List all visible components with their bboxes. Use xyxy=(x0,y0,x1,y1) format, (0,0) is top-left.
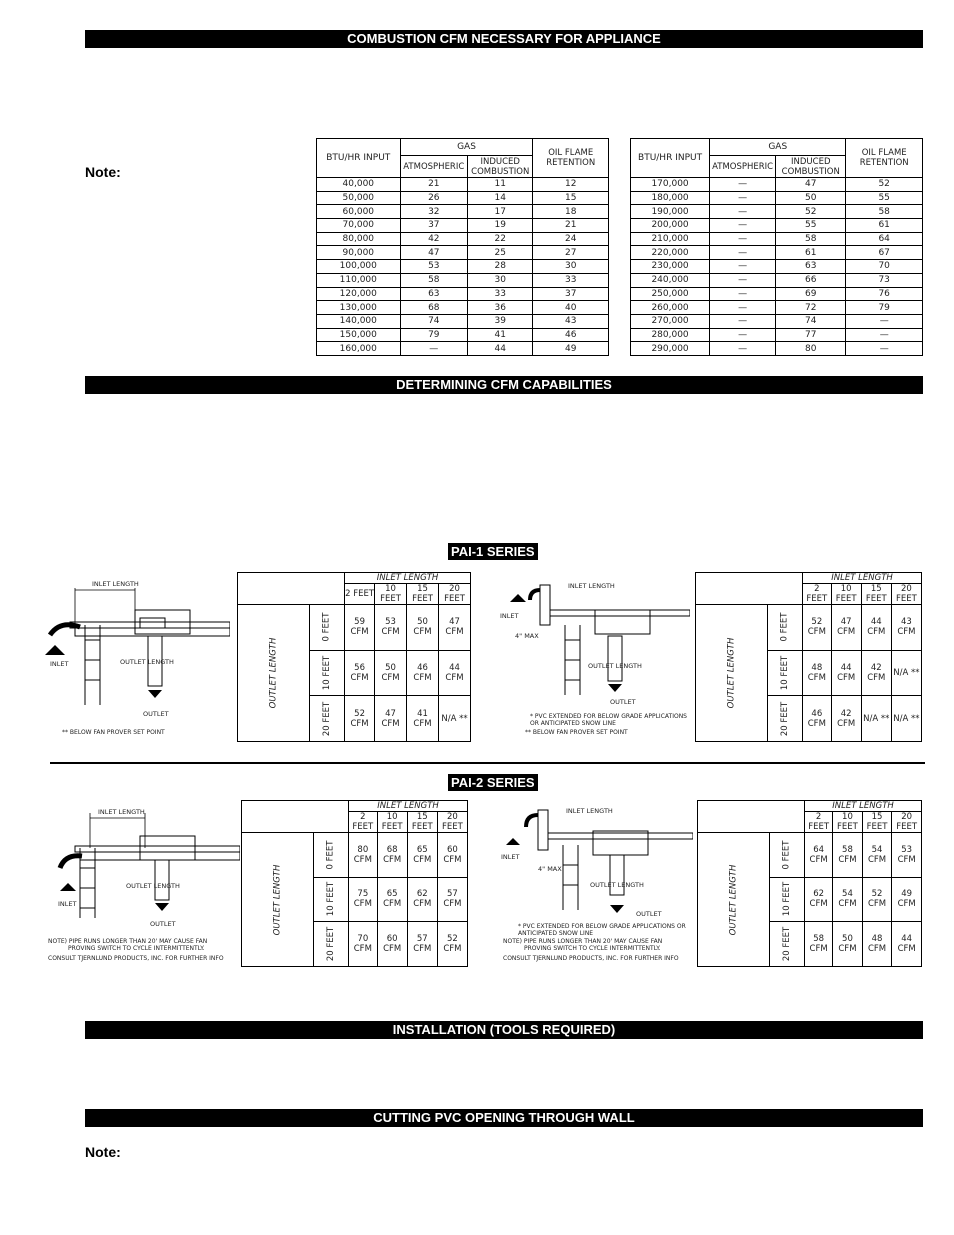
table-row xyxy=(317,287,609,301)
table-cell: 120,000 xyxy=(317,287,401,301)
column-header: 2 FEET xyxy=(805,812,833,833)
table-row xyxy=(698,833,922,878)
table-cell: 74 xyxy=(400,314,467,328)
cfm-cell: N/A ** xyxy=(891,650,921,696)
pai1-right-diagram xyxy=(500,580,690,720)
table-cell: 52 xyxy=(846,178,923,192)
table-cell: 22 xyxy=(468,232,533,246)
cfm-cell: 44 CFM xyxy=(831,650,861,696)
table-cell: 67 xyxy=(846,246,923,260)
cfm-cell: 47 CFM xyxy=(439,605,471,651)
cfm-cell: 52 CFM xyxy=(803,605,832,651)
table-cell: 260,000 xyxy=(631,301,710,315)
table-cell: 47 xyxy=(400,246,467,260)
diagram-label-outlet-length: OUTLET LENGTH xyxy=(126,882,180,890)
cfm-cell: N/A ** xyxy=(439,696,471,742)
table-row xyxy=(317,260,609,274)
column-header: 20 FEET xyxy=(891,584,921,605)
diagram-label-inlet: INLET xyxy=(50,660,69,668)
table-cell: 61 xyxy=(776,246,846,260)
cfm-table-pai2-right xyxy=(697,800,922,967)
pipe-note-line3: CONSULT TJERNLUND PRODUCTS, INC. FOR FURTHER INFO xyxy=(503,955,679,962)
induced-header: INDUCED COMBUSTION xyxy=(468,156,533,178)
table-row xyxy=(317,328,609,342)
row-header xyxy=(769,833,804,878)
outlet-length-header xyxy=(696,605,768,742)
cfm-cell: 44 CFM xyxy=(439,650,471,696)
pai1-left-diagram xyxy=(40,580,230,720)
btu-header: BTU/HR INPUT xyxy=(631,139,710,178)
gas-header: GAS xyxy=(710,139,846,156)
note-label: Note: xyxy=(85,164,121,180)
table-header-row xyxy=(238,573,471,584)
table-cell: 37 xyxy=(400,219,467,233)
table-cell: — xyxy=(710,178,776,192)
column-header: 15 FEET xyxy=(861,584,891,605)
table-row xyxy=(631,219,923,233)
table-cell: 37 xyxy=(533,287,609,301)
table-cell: 290,000 xyxy=(631,342,710,356)
cfm-cell: 46 CFM xyxy=(407,650,439,696)
table-cell: 66 xyxy=(776,273,846,287)
table-cell: — xyxy=(400,342,467,356)
table-cell: 40 xyxy=(533,301,609,315)
table-cell: 27 xyxy=(533,246,609,260)
table-cell: 21 xyxy=(533,219,609,233)
table-cell: 80,000 xyxy=(317,232,401,246)
diagram-label-inlet: INLET xyxy=(500,612,519,620)
cfm-cell: 58 CFM xyxy=(805,922,833,967)
cfm-cell: 60 CFM xyxy=(377,922,407,967)
table-cell: 36 xyxy=(468,301,533,315)
atmospheric-header: ATMOSPHERIC xyxy=(710,156,776,178)
column-header: 10 FEET xyxy=(833,812,863,833)
row-header-label: 0 FEET xyxy=(781,840,792,870)
table-row xyxy=(631,342,923,356)
table-row xyxy=(317,246,609,260)
table-cell: 50,000 xyxy=(317,191,401,205)
cfm-cell: 52 CFM xyxy=(862,877,892,922)
inlet-length-header: INLET LENGTH xyxy=(805,801,922,812)
cfm-cell: 53 CFM xyxy=(375,605,407,651)
row-header xyxy=(767,605,802,651)
row-header xyxy=(313,833,348,878)
table-cell: 58 xyxy=(400,273,467,287)
table-cell: — xyxy=(846,328,923,342)
table-cell: 60,000 xyxy=(317,205,401,219)
cfm-cell: 44 CFM xyxy=(861,605,891,651)
table-cell: — xyxy=(710,342,776,356)
table-cell: — xyxy=(710,205,776,219)
diagram-label-max: 4" MAX xyxy=(515,632,539,640)
column-header: 2 FEET xyxy=(803,584,832,605)
table-cell: — xyxy=(710,314,776,328)
outlet-length-label: OUTLET LENGTH xyxy=(272,864,283,935)
pipe-note-line1: NOTE) PIPE RUNS LONGER THAN 20' MAY CAUSE FAN xyxy=(503,938,663,945)
table-cell: 28 xyxy=(468,260,533,274)
row-header-label: 20 FEET xyxy=(325,926,336,962)
cfm-table-pai1-right xyxy=(695,572,922,742)
table-row xyxy=(631,273,923,287)
cfm-cell: 65 CFM xyxy=(407,833,437,878)
table-cell: 68 xyxy=(400,301,467,315)
column-header: 2 FEET xyxy=(345,584,375,605)
table-cell: — xyxy=(846,314,923,328)
cfm-cell: 43 CFM xyxy=(891,605,921,651)
diagram-label-inlet: INLET xyxy=(501,853,520,861)
cfm-cell: 54 CFM xyxy=(833,877,863,922)
table-cell: 100,000 xyxy=(317,260,401,274)
table-cell: 140,000 xyxy=(317,314,401,328)
table-corner xyxy=(696,573,803,605)
cfm-cell: 49 CFM xyxy=(892,877,922,922)
cfm-cell: 52 CFM xyxy=(437,922,467,967)
section-header-capabilities: DETERMINING CFM CAPABILITIES xyxy=(85,376,923,394)
table-row xyxy=(631,287,923,301)
cfm-cell: 50 CFM xyxy=(375,650,407,696)
cfm-cell: 50 CFM xyxy=(407,605,439,651)
cfm-cell: 57 CFM xyxy=(437,877,467,922)
diagram-label-inlet-length: INLET LENGTH xyxy=(98,808,145,816)
table-cell: 15 xyxy=(533,191,609,205)
table-row xyxy=(631,246,923,260)
row-header-label: 20 FEET xyxy=(321,701,332,736)
table-cell: 73 xyxy=(846,273,923,287)
table-cell: 220,000 xyxy=(631,246,710,260)
diagram-note-pvc: * PVC EXTENDED FOR BELOW GRADE APPLICATIONS OR ANTICIPATED SNOW LINE xyxy=(518,923,686,937)
section-header-installation: INSTALLATION (TOOLS REQUIRED) xyxy=(85,1021,923,1039)
cfm-cell: 48 CFM xyxy=(803,650,832,696)
oil-header: OIL FLAME RETENTION xyxy=(846,139,923,178)
column-header: 10 FEET xyxy=(831,584,861,605)
table-cell: 52 xyxy=(776,205,846,219)
cfm-cell: 62 CFM xyxy=(407,877,437,922)
table-row xyxy=(631,232,923,246)
column-header: 2 FEET xyxy=(349,812,378,833)
table-corner xyxy=(238,573,345,605)
table-cell: 26 xyxy=(400,191,467,205)
diagram-label-outlet: OUTLET xyxy=(636,910,662,918)
diagram-label-inlet: INLET xyxy=(58,900,77,908)
row-header-label: 10 FEET xyxy=(781,882,792,917)
series-label-pai2: PAI-2 SERIES xyxy=(448,774,538,791)
cfm-cell: 75 CFM xyxy=(349,877,378,922)
table-row xyxy=(317,205,609,219)
cfm-cell: N/A ** xyxy=(861,696,891,742)
cfm-cell: 58 CFM xyxy=(833,833,863,878)
table-cell: 80 xyxy=(776,342,846,356)
cfm-cell: 80 CFM xyxy=(349,833,378,878)
diagram-label-inlet-length: INLET LENGTH xyxy=(568,582,615,590)
cfm-cell: 56 CFM xyxy=(345,650,375,696)
diagram-note-below-fan: ** BELOW FAN PROVER SET POINT xyxy=(62,729,165,736)
cfm-cell: N/A ** xyxy=(891,696,921,742)
table-row xyxy=(631,314,923,328)
column-header: 20 FEET xyxy=(437,812,467,833)
cfm-cell: 42 CFM xyxy=(831,696,861,742)
oil-header: OIL FLAME RETENTION xyxy=(533,139,609,178)
section-header-combustion: COMBUSTION CFM NECESSARY FOR APPLIANCE xyxy=(85,30,923,48)
row-header-label: 10 FEET xyxy=(321,655,332,691)
table-cell: 53 xyxy=(400,260,467,274)
table-cell: 63 xyxy=(400,287,467,301)
table-row xyxy=(317,342,609,356)
table-cell: — xyxy=(710,191,776,205)
table-cell: 70 xyxy=(846,260,923,274)
table-cell: 40,000 xyxy=(317,178,401,192)
table-cell: — xyxy=(710,287,776,301)
diagram-note-below-fan: ** BELOW FAN PROVER SET POINT xyxy=(525,729,628,736)
outlet-length-label: OUTLET LENGTH xyxy=(728,864,739,935)
outlet-length-header xyxy=(238,605,310,742)
table-cell: — xyxy=(710,232,776,246)
table-cell: 46 xyxy=(533,328,609,342)
diagram-label-outlet: OUTLET xyxy=(610,698,636,706)
table-cell: 58 xyxy=(846,205,923,219)
cfm-cell: 53 CFM xyxy=(892,833,922,878)
table-cell: 44 xyxy=(468,342,533,356)
table-cell: 72 xyxy=(776,301,846,315)
table-cell: — xyxy=(710,219,776,233)
table-cell: 130,000 xyxy=(317,301,401,315)
cfm-cell: 60 CFM xyxy=(437,833,467,878)
btu-table-left xyxy=(316,138,609,356)
table-row xyxy=(631,178,923,192)
column-header: 15 FEET xyxy=(862,812,892,833)
section-divider xyxy=(50,762,925,764)
diagram-label-outlet: OUTLET xyxy=(143,710,169,718)
diagram-label-outlet-length: OUTLET LENGTH xyxy=(120,658,174,666)
table-cell: 55 xyxy=(776,219,846,233)
table-cell: — xyxy=(710,301,776,315)
table-cell: 110,000 xyxy=(317,273,401,287)
cfm-cell: 44 CFM xyxy=(892,922,922,967)
inlet-length-header: INLET LENGTH xyxy=(345,573,471,584)
cfm-cell: 57 CFM xyxy=(407,922,437,967)
table-cell: 79 xyxy=(846,301,923,315)
table-cell: 63 xyxy=(776,260,846,274)
table-row xyxy=(238,605,471,651)
table-cell: 33 xyxy=(468,287,533,301)
btu-table-right xyxy=(630,138,923,356)
table-cell: 230,000 xyxy=(631,260,710,274)
cfm-cell: 65 CFM xyxy=(377,877,407,922)
diagram-label-outlet-length: OUTLET LENGTH xyxy=(588,662,642,670)
table-cell: 61 xyxy=(846,219,923,233)
table-cell: 30 xyxy=(533,260,609,274)
cfm-table-pai1-left xyxy=(237,572,471,742)
atmospheric-header: ATMOSPHERIC xyxy=(400,156,467,178)
note-label: Note: xyxy=(85,1144,121,1160)
table-cell: 18 xyxy=(533,205,609,219)
table-cell: 160,000 xyxy=(317,342,401,356)
induced-header: INDUCED COMBUSTION xyxy=(776,156,846,178)
cfm-cell: 42 CFM xyxy=(861,650,891,696)
table-row xyxy=(317,219,609,233)
cfm-cell: 41 CFM xyxy=(407,696,439,742)
cfm-cell: 47 CFM xyxy=(831,605,861,651)
table-cell: 76 xyxy=(846,287,923,301)
cfm-cell: 59 CFM xyxy=(345,605,375,651)
outlet-length-label: OUTLET LENGTH xyxy=(726,637,737,709)
cfm-cell: 52 CFM xyxy=(345,696,375,742)
table-row xyxy=(631,205,923,219)
row-header xyxy=(309,696,344,742)
cfm-cell: 46 CFM xyxy=(803,696,832,742)
table-cell: — xyxy=(846,342,923,356)
table-cell: 270,000 xyxy=(631,314,710,328)
pipe-note-line1: NOTE) PIPE RUNS LONGER THAN 20' MAY CAUSE FAN xyxy=(48,938,208,945)
table-cell: 210,000 xyxy=(631,232,710,246)
section-header-cutting: CUTTING PVC OPENING THROUGH WALL xyxy=(85,1109,923,1127)
table-cell: 39 xyxy=(468,314,533,328)
row-header xyxy=(313,877,348,922)
row-header xyxy=(309,650,344,696)
pai2-left-diagram xyxy=(50,808,240,928)
table-header-row xyxy=(698,801,922,812)
column-header: 10 FEET xyxy=(375,584,407,605)
cfm-cell: 68 CFM xyxy=(377,833,407,878)
table-cell: 33 xyxy=(533,273,609,287)
pai2-right-diagram xyxy=(498,805,693,920)
row-header xyxy=(767,696,802,742)
column-header: 10 FEET xyxy=(377,812,407,833)
diagram-label-inlet-length: INLET LENGTH xyxy=(566,807,613,815)
table-corner xyxy=(698,801,805,833)
table-cell: 42 xyxy=(400,232,467,246)
column-header: 15 FEET xyxy=(407,584,439,605)
table-row xyxy=(317,191,609,205)
cfm-cell: 47 CFM xyxy=(375,696,407,742)
table-cell: 190,000 xyxy=(631,205,710,219)
pipe-note-line3: CONSULT TJERNLUND PRODUCTS, INC. FOR FURTHER INFO xyxy=(48,955,224,962)
table-cell: 180,000 xyxy=(631,191,710,205)
table-cell: 79 xyxy=(400,328,467,342)
table-cell: 58 xyxy=(776,232,846,246)
outlet-length-label: OUTLET LENGTH xyxy=(268,637,279,709)
inlet-length-header: INLET LENGTH xyxy=(803,573,922,584)
row-header-label: 0 FEET xyxy=(325,840,336,870)
table-cell: 30 xyxy=(468,273,533,287)
table-row xyxy=(317,301,609,315)
table-cell: 77 xyxy=(776,328,846,342)
table-cell: 55 xyxy=(846,191,923,205)
table-cell: — xyxy=(710,273,776,287)
table-cell: 64 xyxy=(846,232,923,246)
row-header-label: 20 FEET xyxy=(781,926,792,962)
row-header xyxy=(309,605,344,651)
table-cell: 11 xyxy=(468,178,533,192)
row-header xyxy=(769,877,804,922)
diagram-label-outlet-length: OUTLET LENGTH xyxy=(590,881,644,889)
outlet-length-header xyxy=(698,833,770,967)
cfm-cell: 54 CFM xyxy=(862,833,892,878)
table-cell: — xyxy=(710,328,776,342)
table-cell: 69 xyxy=(776,287,846,301)
table-row xyxy=(317,273,609,287)
table-cell: 21 xyxy=(400,178,467,192)
table-cell: 150,000 xyxy=(317,328,401,342)
series-label-pai1: PAI-1 SERIES xyxy=(448,543,538,560)
table-row xyxy=(631,301,923,315)
table-header-row xyxy=(696,573,922,584)
table-cell: 41 xyxy=(468,328,533,342)
table-cell: — xyxy=(710,246,776,260)
pipe-note-line2: PROVING SWITCH TO CYCLE INTERMITTENTLY. xyxy=(68,945,205,952)
diagram-label-outlet: OUTLET xyxy=(150,920,176,928)
row-header-label: 0 FEET xyxy=(321,612,332,642)
pipe-note-line2: PROVING SWITCH TO CYCLE INTERMITTENTLY. xyxy=(524,945,661,952)
inlet-length-header: INLET LENGTH xyxy=(349,801,468,812)
table-cell: 74 xyxy=(776,314,846,328)
table-header-row xyxy=(242,801,468,812)
table-cell: 14 xyxy=(468,191,533,205)
table-row xyxy=(631,260,923,274)
table-cell: 43 xyxy=(533,314,609,328)
row-header-label: 10 FEET xyxy=(325,882,336,917)
table-cell: 280,000 xyxy=(631,328,710,342)
table-row xyxy=(696,605,922,651)
cfm-table-pai2-left xyxy=(241,800,468,967)
diagram-label-inlet-length: INLET LENGTH xyxy=(92,580,139,588)
table-cell: 12 xyxy=(533,178,609,192)
table-cell: 24 xyxy=(533,232,609,246)
table-cell: 32 xyxy=(400,205,467,219)
table-row xyxy=(631,328,923,342)
column-header: 20 FEET xyxy=(892,812,922,833)
table-row xyxy=(317,178,609,192)
row-header xyxy=(313,922,348,967)
table-cell: 19 xyxy=(468,219,533,233)
table-cell: 70,000 xyxy=(317,219,401,233)
row-header xyxy=(769,922,804,967)
diagram-note-pvc: * PVC EXTENDED FOR BELOW GRADE APPLICATIONS OR ANTICIPATED SNOW LINE xyxy=(530,713,687,727)
row-header xyxy=(767,650,802,696)
table-corner xyxy=(242,801,349,833)
outlet-length-header xyxy=(242,833,314,967)
row-header-label: 10 FEET xyxy=(779,655,790,691)
table-cell: 240,000 xyxy=(631,273,710,287)
table-row xyxy=(317,232,609,246)
cfm-cell: 48 CFM xyxy=(862,922,892,967)
table-row xyxy=(631,191,923,205)
table-cell: 25 xyxy=(468,246,533,260)
table-cell: 170,000 xyxy=(631,178,710,192)
table-cell: — xyxy=(710,260,776,274)
table-row xyxy=(317,314,609,328)
diagram-label-max: 4" MAX xyxy=(538,865,562,873)
table-cell: 47 xyxy=(776,178,846,192)
table-cell: 90,000 xyxy=(317,246,401,260)
btu-header: BTU/HR INPUT xyxy=(317,139,401,178)
column-header: 15 FEET xyxy=(407,812,437,833)
column-header: 20 FEET xyxy=(439,584,471,605)
cfm-cell: 62 CFM xyxy=(805,877,833,922)
table-row xyxy=(242,833,468,878)
cfm-cell: 64 CFM xyxy=(805,833,833,878)
cfm-cell: 50 CFM xyxy=(833,922,863,967)
table-cell: 250,000 xyxy=(631,287,710,301)
row-header-label: 20 FEET xyxy=(779,701,790,736)
table-cell: 200,000 xyxy=(631,219,710,233)
table-cell: 17 xyxy=(468,205,533,219)
table-cell: 50 xyxy=(776,191,846,205)
cfm-cell: 70 CFM xyxy=(349,922,378,967)
gas-header: GAS xyxy=(400,139,533,156)
table-cell: 49 xyxy=(533,342,609,356)
row-header-label: 0 FEET xyxy=(779,612,790,642)
